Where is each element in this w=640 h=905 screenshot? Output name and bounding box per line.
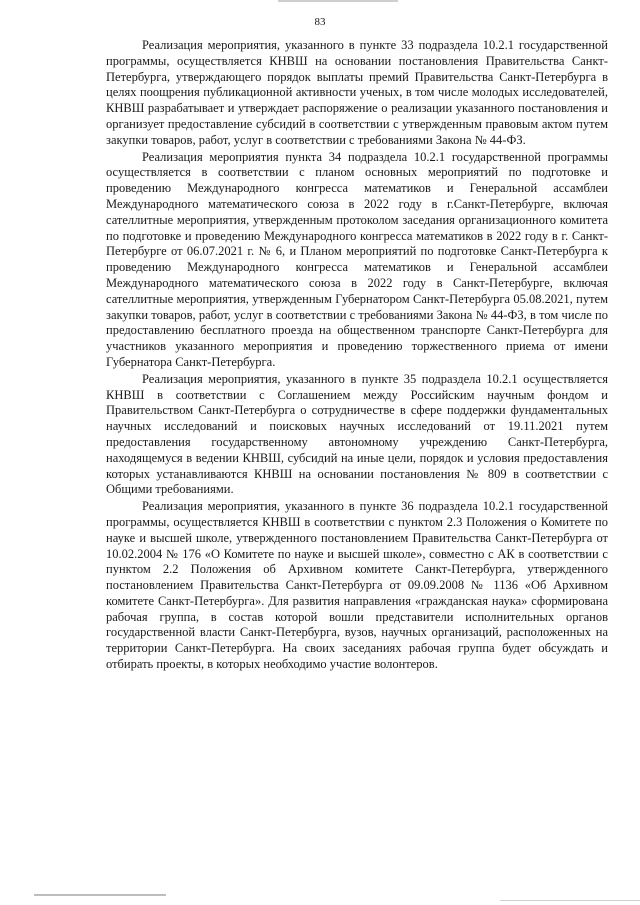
document-body — [106, 38, 608, 673]
paragraph-item-33: Реализация мероприятия, указанного в пункте 33 подраздела 10.2.1 государственной программы, осуществляется КНВШ на основании постановления Правительства Санкт-Петербурга, утверждающего порядок выплаты премий Правительства Санкт-Петербурга в целях поощрения публикационной активности ученых, в том числе молодых исследователей, КНВШ разрабатывает и утверждает распоряжение о реализации указанного постановления и организует предоставление субсидий в соответствии с утвержденным правовым актом путем закупки товаров, работ, услуг в соответствии с требованиями Закона № 44-ФЗ. — [106, 38, 608, 147]
paragraph-item-34: Реализация мероприятия пункта 34 подраздела 10.2.1 государственной программы осуществляется в соответствии с планом основных мероприятий по подготовке и проведению Международного конгресса математиков и Генеральной ассамблеи Международного математического союза в 2022 году в г.Санкт-Петербурге, включая сателлитные мероприятия, утвержденным протоколом заседания организационного комитета по подготовке и проведению Международного конгресса математиков в 2022 году в г. Санкт-Петербурге от 06.07.2021 г. № 6, и Планом мероприятий по подготовке Санкт-Петербурга к проведению Международного конгресса математиков и Генеральной ассамблеи Международного математического союза в 2022 году в Санкт-Петербурге, включая сателлитные мероприятия, утвержденным Губернатором Санкт-Петербурга 05.08.2021, путем закупки товаров, работ, услуг в соответствии с требованиями Закона № 44-ФЗ, в том числе по предоставлению бесплатного проезда на общественном транспорте Санкт-Петербурга для участников указанного мероприятия и проведению торжественного приема от имени Губернатора Санкт-Петербурга. — [106, 149, 608, 369]
bottom-left-scan-edge-line — [34, 894, 166, 896]
paragraph-item-36: Реализация мероприятия, указанного в пункте 36 подраздела 10.2.1 государственной программы, осуществляется КНВШ в соответствии с пунктом 2.3 Положения о Комитете по науке и высшей школе, утвержденного постановлением Правительства Санкт-Петербурга от 10.02.2004 № 176 «О Комитете по науке и высшей школе», совместно с АК в соответствии с пунктом 2.2 Положения об Архивном комитете Санкт-Петербурга, утвержденного постановлением Правительства Санкт-Петербурга от 09.09.2008 № 1136 «Об Архивном комитете Санкт-Петербурга». Для развития направления «гражданская наука» сформирована рабочая группа, в состав которой вошли представители исполнительных органов государственной власти Санкт-Петербурга, вузов, научных организаций, расположенных на территории Санкт-Петербурга. На своих заседаниях рабочая группа будет обсуждать и отбирать проекты, в которых необходимо участие волонтеров. — [106, 499, 608, 672]
paragraph-item-35: Реализация мероприятия, указанного в пункте 35 подраздела 10.2.1 осуществляется КНВШ в соответствии с Соглашением между Российским научным фондом и Правительством Санкт-Петербурга о сотрудничестве в сфере поддержки фундаментальных научных исследований и поисковых научных исследований от 19.11.2021 путем предоставления государственному автономному учреждению Санкт-Петербурга, находящемуся в ведении КНВШ, субсидий на иные цели, порядок и условия предоставления которых устанавливаются КНВШ на основании постановления № 809 в соответствии с Общими требованиями. — [106, 371, 608, 497]
top-scan-edge-line — [278, 0, 398, 2]
bottom-right-scan-edge-line — [500, 900, 640, 901]
page-number: 83 — [314, 16, 326, 28]
